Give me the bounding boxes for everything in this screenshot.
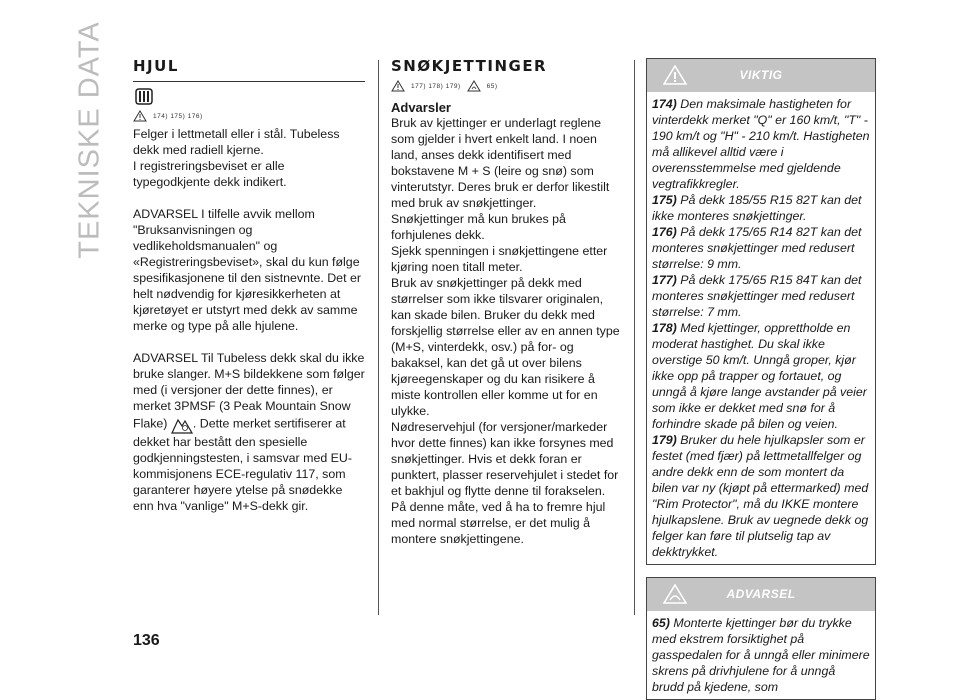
title-rule bbox=[133, 81, 365, 82]
section-title-hjul: HJUL bbox=[133, 57, 179, 75]
section-side-title bbox=[60, 21, 120, 259]
paragraph: ADVARSEL I tilfelle avvik mellom "Bruksanvisningen og vedlikeholdsmanualen" og «Registreringsbeviset», skal du kun følge spesifikasjonene til den sistnevnte. Det er helt nødvendig for kjøresikkerheten at kjøretøyet er utstyrt med dekk av samme merke og type på alle hjulene. bbox=[133, 207, 361, 333]
paragraph-part: ADVARSEL Til Tubeless dekk skal du ikke bruke slanger. M+S bildekkene som følger med (i versjoner der dette finnes), er merket 3PMSF (3 Peak Mountain Snow Flake) bbox=[133, 351, 365, 431]
refs-text: 174) 175) 176) bbox=[153, 112, 203, 120]
paragraph: Felger i lettmetall eller i stål. Tubeless dekk med radiell kjerne. bbox=[133, 127, 340, 157]
note-item: 175) På dekk 185/55 R15 82T kan det ikke monteres snøkjettinger. bbox=[652, 193, 862, 223]
paragraph bbox=[133, 350, 365, 514]
viktig-header bbox=[647, 59, 875, 92]
caution-triangle-icon bbox=[467, 80, 481, 92]
advarsel-notes bbox=[647, 611, 875, 699]
column-notes bbox=[646, 58, 876, 700]
section-title-snokjettinger: SNØKJETTINGER bbox=[391, 57, 548, 75]
advarsel-box bbox=[646, 577, 876, 700]
note-item: 178) Med kjettinger, opprettholde en moderat hastighet. Du skal ikke overstige 50 km/t. Unngå groper, kjør ikke opp på trapper og fortauet, og unngå å kjøre lange avstander på veier som ikke er dekket med snø for å forhindre skade på bilen og veien. bbox=[652, 321, 867, 431]
mountain-snowflake-icon bbox=[171, 414, 193, 434]
advarsel-header bbox=[647, 578, 875, 611]
note-item: 65) Monterte kjettinger bør du trykke med ekstrem forsiktighet på gasspedalen for å unngå eller minimere skrens på drivhjulene for å unngå brudd på kjedene, som bbox=[652, 616, 870, 694]
paragraph: Bruk av kjettinger er underlagt reglene som gjelder i hvert enkelt land. I noen land, anses dekk identifisert med bokstavene M + S (leire og snø) som vinterutstyr. Deres bruk er derfor likestilt med bruk av snøkjettinger. bbox=[391, 116, 610, 210]
paragraph-part: . Dette merket sertifiserer at dekket har bestått den spesielle godkjenningstesten, i samsvar med EU-kommisjonens ECE-regulativ 117, som garanterer høyere ytelse på snødekke enn hva "vanlige" M+S-dekk gir. bbox=[133, 416, 353, 513]
paragraph: Sjekk spenningen i snøkjettingene etter kjøring noen titall meter. bbox=[391, 244, 608, 274]
warning-triangle-icon bbox=[391, 80, 405, 92]
note-item: 179) Bruker du hele hjulkapsler som er festet (med fjær) på lettmetallfelger og andre dekk enn de som montert da bilen var ny (kjøpt på ettermarked) med "Rim Protector", må du IKKE montere hjulkapslene. Bruk av uegnede dekk og felger kan føre til plutselig tap av dekktrykket. bbox=[652, 433, 869, 559]
warning-triangle-icon bbox=[133, 110, 147, 122]
note-item: 174) Den maksimale hastigheten for vinterdekk merket "Q" er 160 km/t, "T" - 190 km/t og "H" - 210 km/t. Hastigheten må allikevel alltid være i overensstemmelse med gjeldende vegtrafikkregler. bbox=[652, 97, 870, 191]
note-item: 176) På dekk 175/65 R14 82T kan det monteres snøkjettinger med redusert størrelse: 9 mm. bbox=[652, 225, 862, 271]
refs-text: 177) 178) 179) bbox=[411, 82, 461, 90]
tire-warning-icon bbox=[133, 88, 155, 108]
viktig-box bbox=[646, 58, 876, 565]
column-snokjettinger bbox=[391, 57, 623, 547]
page-number: 136 bbox=[133, 632, 160, 649]
column-divider bbox=[378, 60, 379, 615]
viktig-notes bbox=[647, 92, 875, 564]
paragraph: Bruk av snøkjettinger på dekk med størrelser som ikke tilsvarer originalen, kan skade bilen. Bruker du dekk med forskjellig størrelse eller av en annen type (M+S, vinterdekk, osv.) på for- og bakaksel, kan det gå ut over bilens kjøreegenskaper og du kan risikere å miste kontrollen eller komme ut for en ulykke. bbox=[391, 276, 620, 418]
note-item: 177) På dekk 175/65 R15 84T kan det monteres snøkjettinger med redusert størrelse: 7 mm. bbox=[652, 273, 862, 319]
advarsel-title: ADVARSEL bbox=[726, 587, 796, 601]
paragraph: I registreringsbeviset er alle typegodkjente dekk indikert. bbox=[133, 159, 287, 189]
warning-refs bbox=[133, 106, 365, 126]
column-hjul bbox=[133, 57, 365, 514]
warning-refs bbox=[391, 76, 623, 96]
paragraph: Nødreservehjul (for versjoner/markeder hvor dette finnes) kan ikke forsynes med snøkjettinger. Hvis et dekk foran er punktert, plasser reservehjulet i stedet for et bakhjul og flytte denne til forakselen. På denne måte, ved å ha to fremre hjul med normal størrelse, er det mulig å montere snøkjettingene. bbox=[391, 420, 619, 546]
viktig-title: VIKTIG bbox=[739, 68, 783, 82]
refs-text: 65) bbox=[486, 82, 498, 90]
side-title-text: TEKNISKE DATA bbox=[73, 21, 106, 259]
paragraph: Snøkjettinger må kun brukes på forhjulenes dekk. bbox=[391, 212, 566, 242]
subheading-advarsler: Advarsler bbox=[391, 100, 451, 115]
column-divider bbox=[634, 60, 635, 615]
